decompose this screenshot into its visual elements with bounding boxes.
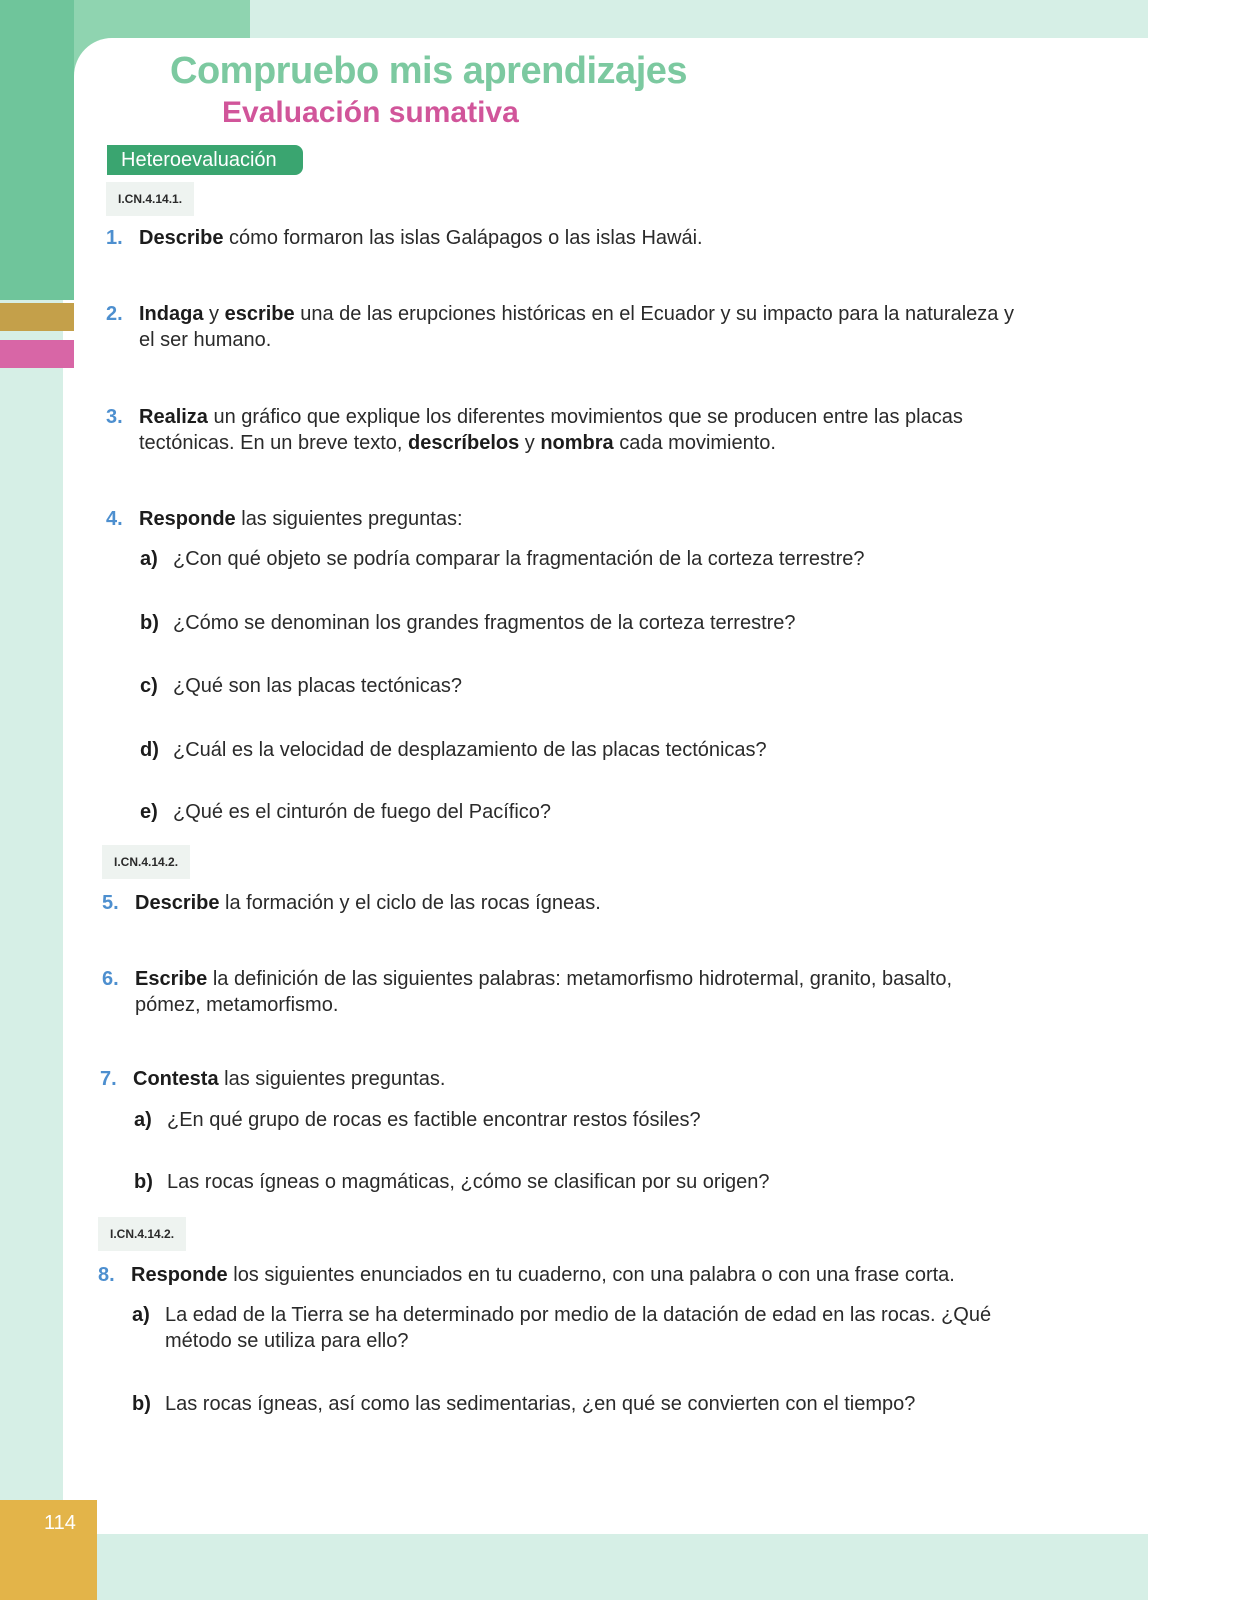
question-number: 8. (98, 1264, 115, 1286)
question-number: 7. (100, 1068, 117, 1090)
q7-item-a: a) ¿En qué grupo de rocas es factible encontrar restos fósiles? (134, 1109, 701, 1131)
section-label: Heteroevaluación (107, 145, 303, 175)
q4-item-d: d) ¿Cuál es la velocidad de desplazamiento de las placas tectónicas? (140, 739, 767, 761)
bottom-background-band (63, 1534, 1148, 1600)
q8-item-a: a) La edad de la Tierra se ha determinado por medio de la datación de edad en las rocas. ¿Qué método se utiliza para ello? (132, 1304, 992, 1352)
question-8 (98, 1262, 1038, 1288)
page-subtitle: Evaluación sumativa (222, 96, 519, 129)
q4-item-a: a) ¿Con qué objeto se podría comparar la fragmentación de la corteza terrestre? (140, 548, 865, 570)
question-text: las siguientes preguntas: (235, 508, 463, 530)
question-number: 1. (106, 227, 123, 249)
question-verb: descríbelos (408, 432, 520, 454)
question-verb: escribe (224, 303, 295, 325)
question-number: 6. (102, 968, 119, 990)
page-title: Compruebo mis aprendizajes (170, 50, 688, 92)
question-number: 3. (106, 406, 123, 428)
question-4 (106, 506, 1026, 532)
question-text: un gráfico que explique los diferentes movimientos que se producen entre las placas tectónicas. En un breve texto, (139, 406, 963, 454)
gold-stripe (0, 303, 74, 331)
question-verb: Contesta (133, 1068, 219, 1090)
question-text: la definición de las siguientes palabras: metamorfismo hidrotermal, granito, basalto, pómez, metamorfismo. (135, 968, 953, 1016)
question-number: 5. (102, 892, 119, 914)
question-text: la formación y el ciclo de las rocas ígneas. (219, 892, 601, 914)
indicator-code: I.CN.4.14.2. (102, 845, 190, 879)
q4-item-b: b) ¿Cómo se denominan los grandes fragmentos de la corteza terrestre? (140, 612, 796, 634)
question-verb: Indaga (139, 303, 204, 325)
question-verb: Responde (139, 508, 236, 530)
question-7 (100, 1066, 1020, 1092)
q7-item-b: b) Las rocas ígneas o magmáticas, ¿cómo se clasifican por su origen? (134, 1171, 770, 1193)
question-verb: Escribe (135, 968, 208, 990)
question-verb: nombra (540, 432, 614, 454)
question-1 (106, 225, 1026, 251)
question-3: 3. Realiza un gráfico que explique los diferentes movimientos que se producen entre las placas tectónicas. En un breve texto, descríbelos y nombra cada movimiento. (106, 406, 963, 454)
indicator-code: I.CN.4.14.1. (106, 182, 194, 216)
question-text: las siguientes preguntas. (218, 1068, 446, 1090)
question-text: los siguientes enunciados en tu cuaderno, con una palabra o con una frase corta. (227, 1264, 955, 1286)
question-6 (102, 966, 1022, 1018)
question-verb: Describe (139, 227, 224, 249)
card-title-tab (715, 38, 753, 120)
left-dark-green-block (0, 0, 74, 300)
question-number: 2. (106, 303, 123, 325)
q4-item-c: c) ¿Qué son las placas tectónicas? (140, 675, 463, 697)
question-5 (102, 890, 1022, 916)
question-number: 4. (106, 508, 123, 530)
question-text: cómo formaron las islas Galápagos o las islas Hawái. (223, 227, 703, 249)
question-verb: Describe (135, 892, 220, 914)
question-verb: Realiza (139, 406, 208, 428)
indicator-code: I.CN.4.14.2. (98, 1217, 186, 1251)
question-text: una de las erupciones históricas en el Ecuador y su impacto para la naturaleza y el ser humano. (139, 303, 1014, 351)
page-number: 114 (44, 1512, 76, 1534)
question-2: 2. Indaga y escribe una de las erupciones históricas en el Ecuador y su impacto para la naturaleza y el ser humano. (106, 303, 1014, 351)
pink-stripe (0, 340, 74, 368)
question-verb: Responde (131, 1264, 228, 1286)
q8-item-b: b) Las rocas ígneas, así como las sedimentarias, ¿en qué se convierten con el tiempo? (132, 1393, 916, 1415)
q4-item-e: e) ¿Qué es el cinturón de fuego del Pacífico? (140, 801, 552, 823)
